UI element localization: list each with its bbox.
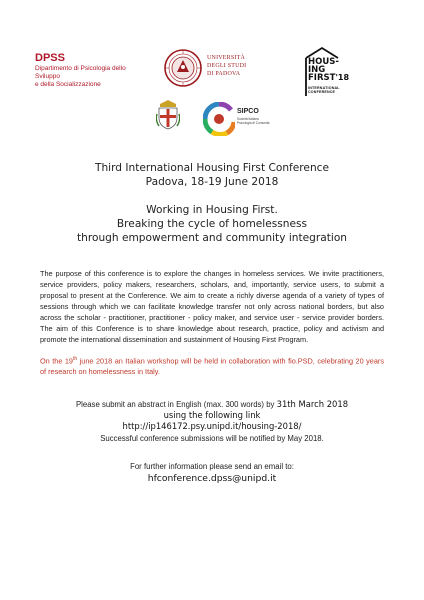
- submission-text: Please submit an abstract in English (max. 300 words) by: [75, 400, 277, 409]
- hf-line-3: FIRST: [308, 73, 336, 83]
- unipd-name: [207, 54, 246, 78]
- workshop-notice-rest: june 2018 an Italian workshop will be held in collaboration with fio.PSD, celebrating 20 years of research on homelessness in Italy.: [40, 356, 384, 377]
- hf-sub-2: CONFERENCE: [308, 90, 336, 94]
- notification-note: Successful conference submissions will be notified by May 2018.: [100, 434, 324, 443]
- hf-line-1: HOUS-: [308, 57, 339, 67]
- dpss-line-3: e della Socializzazione: [35, 81, 101, 88]
- purpose-paragraph: The purpose of this conference is to explore the changes in homeless services. We invite practitioners, service providers, policy makers, researchers, scholars, and, importantly, service users, to submit a proposal to present at the Conference. We aim to create a richly diverse agenda of a variety of types of sessions through which we can facilitate knowledge transfer not only across national borders, but also across the scholar - practitioner, practitioner - policy maker, and service user - service provider borders. The aim of this Conference is to share knowledge about research, practice, policy and activism and promote the international dissemination and sustainment of Housing First Program.: [40, 269, 384, 344]
- dpss-line-2: Sviluppo: [35, 73, 60, 80]
- sipco-subtitle: Società Italiana Psicologia di Comunità: [237, 117, 270, 125]
- contact-info: For further information please send an email to:: [130, 462, 294, 471]
- workshop-notice-sup: th: [73, 356, 78, 362]
- workshop-notice-start: On the 19: [40, 356, 73, 366]
- hf-sub-1: INTERNATIONAL: [308, 86, 340, 90]
- sipco-emblem-icon: [203, 102, 235, 136]
- dpss-line-1: Dipartimento di Psicologia dello: [35, 65, 126, 72]
- unipd-logo: [163, 48, 268, 92]
- unipd-line-2: DEGLI STUDI: [207, 63, 247, 69]
- housing-first-subtitle: [308, 86, 340, 94]
- housing-first-wordmark: [308, 58, 349, 82]
- conference-theme-line-2: Breaking the cycle of homelessness: [116, 218, 308, 230]
- sipco-logo: [203, 102, 271, 136]
- unipd-line-1: UNIVERSITÀ: [207, 55, 245, 61]
- unipd-seal-icon: [163, 48, 203, 88]
- housing-first-logo: [304, 46, 376, 100]
- conference-title: Third International Housing First Conference: [95, 162, 329, 174]
- dpss-title: DPSS: [35, 52, 65, 64]
- contact-email-link[interactable]: hfconference.dpss@unipd.it: [147, 473, 277, 484]
- submission-link[interactable]: http://ip146172.psy.unipd.it/housing-2018/: [122, 421, 302, 431]
- italian-workshop-notice: [40, 354, 384, 377]
- hf-line-2: ING: [308, 65, 326, 75]
- padova-crest-icon: [156, 100, 180, 130]
- conference-date: Padova, 18-19 June 2018: [145, 176, 279, 188]
- conference-theme-line-3: through empowerment and community integration: [76, 232, 348, 244]
- sipco-name: SIPCO: [237, 108, 259, 115]
- link-label: using the following link: [163, 410, 261, 420]
- conference-theme-line-1: Working in Housing First.: [146, 204, 278, 216]
- submission-deadline: 31th March 2018: [276, 399, 349, 409]
- hf-year: '18: [335, 73, 350, 82]
- unipd-line-3: DI PADOVA: [207, 71, 241, 77]
- submission-instruction: [0, 399, 424, 410]
- dpss-logo: [35, 52, 155, 89]
